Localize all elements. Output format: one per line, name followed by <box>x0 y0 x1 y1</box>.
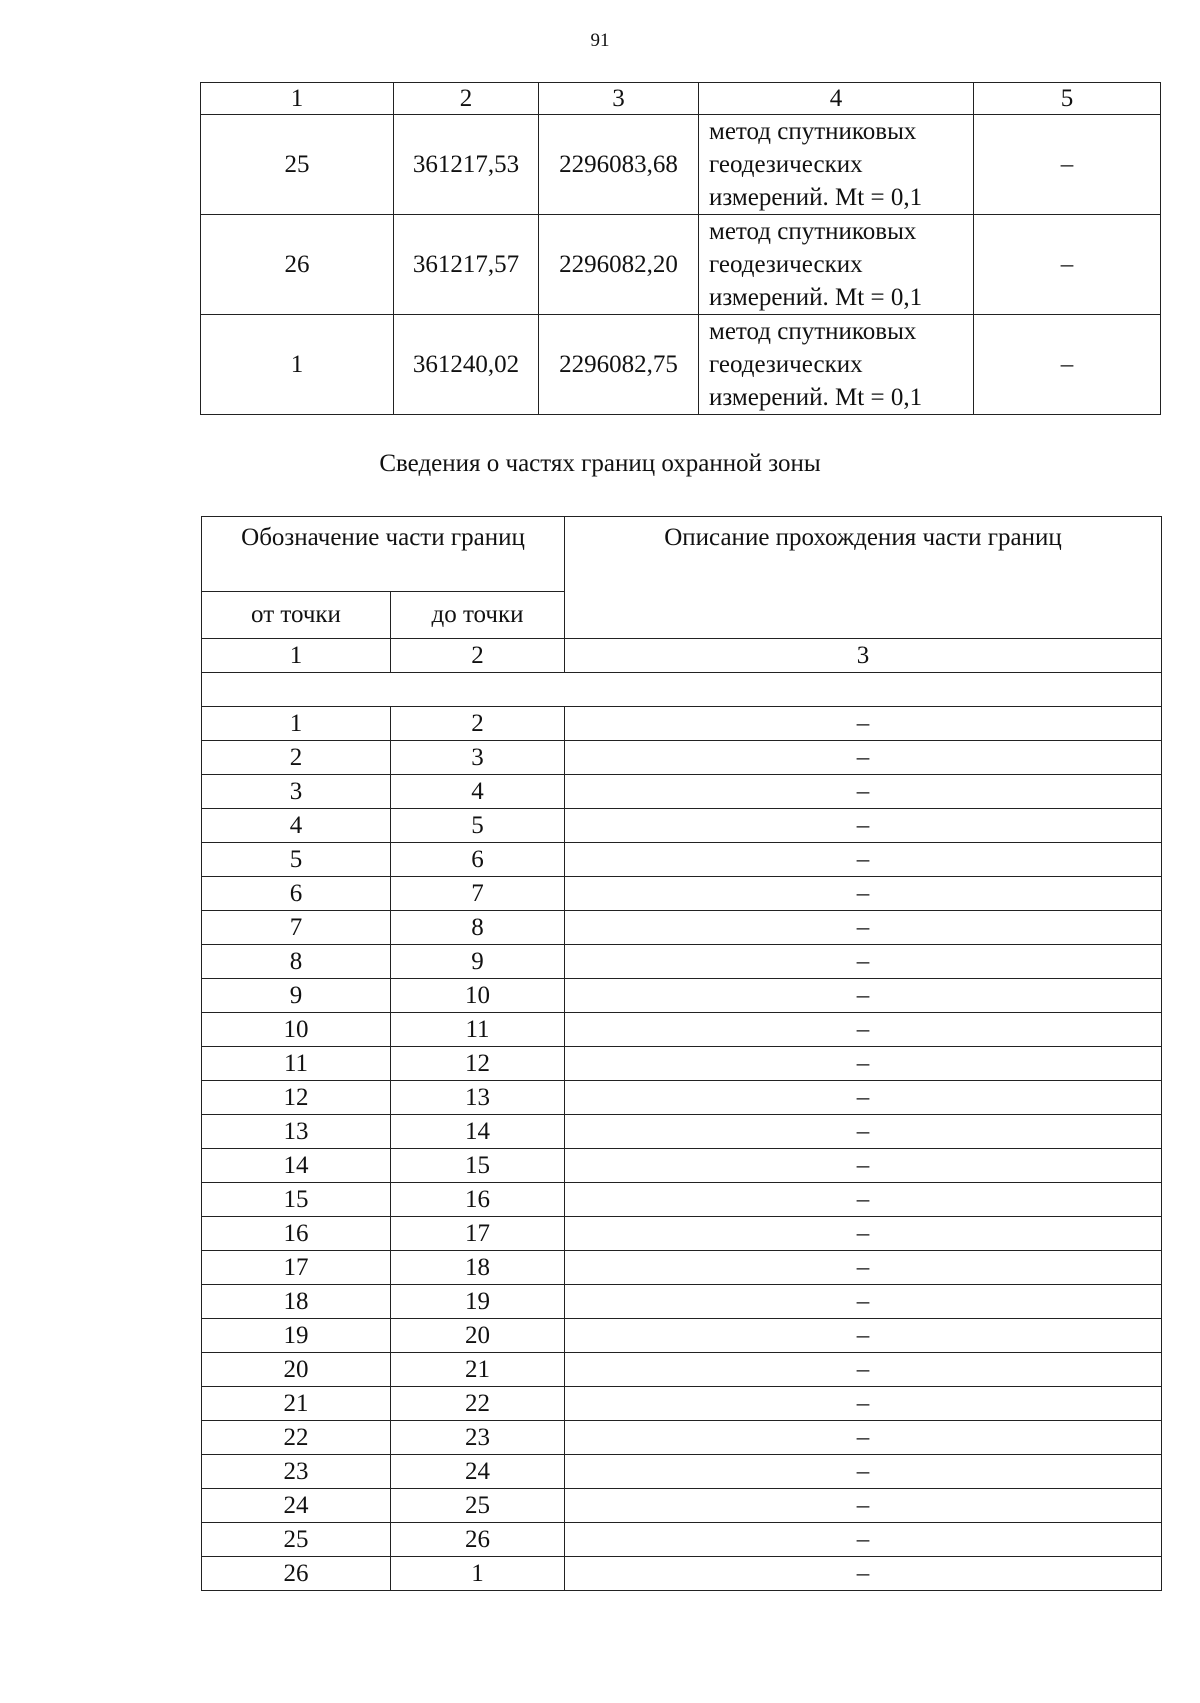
to-point-cell: 4 <box>391 775 565 809</box>
description-cell: – <box>565 1523 1162 1557</box>
to-point-cell: 10 <box>391 979 565 1013</box>
description-cell: – <box>565 1251 1162 1285</box>
note-cell: – <box>974 215 1161 315</box>
table-row <box>202 707 1162 741</box>
method-line: геодезических <box>709 151 863 178</box>
to-point-cell: 12 <box>391 1047 565 1081</box>
method-cell <box>699 215 974 315</box>
table-row <box>202 843 1162 877</box>
from-point-cell: 26 <box>202 1557 391 1591</box>
description-cell: – <box>565 809 1162 843</box>
table-row <box>202 1523 1162 1557</box>
to-point-cell: 13 <box>391 1081 565 1115</box>
header-description: Описание прохождения части границ <box>565 517 1162 639</box>
from-point-cell: 15 <box>202 1183 391 1217</box>
from-point-cell: 14 <box>202 1149 391 1183</box>
description-cell: – <box>565 1455 1162 1489</box>
y-coordinate-cell: 2296083,68 <box>539 115 699 215</box>
table-row <box>202 1557 1162 1591</box>
boundary-parts-table <box>201 516 1162 1591</box>
to-point-cell: 17 <box>391 1217 565 1251</box>
from-point-cell: 21 <box>202 1387 391 1421</box>
to-point-cell: 3 <box>391 741 565 775</box>
from-point-cell: 8 <box>202 945 391 979</box>
table-row <box>202 945 1162 979</box>
from-point-cell: 11 <box>202 1047 391 1081</box>
column-number: 4 <box>699 83 974 115</box>
from-point-cell: 5 <box>202 843 391 877</box>
coordinates-row <box>201 215 1161 315</box>
column-number: 1 <box>202 639 391 673</box>
to-point-cell: 23 <box>391 1421 565 1455</box>
to-point-cell: 6 <box>391 843 565 877</box>
table-row <box>202 1455 1162 1489</box>
method-line: метод спутниковых <box>709 318 917 345</box>
table-row <box>202 1115 1162 1149</box>
to-point-cell: 2 <box>391 707 565 741</box>
description-cell: – <box>565 1047 1162 1081</box>
to-point-cell: 5 <box>391 809 565 843</box>
from-point-cell: 4 <box>202 809 391 843</box>
description-cell: – <box>565 1421 1162 1455</box>
x-coordinate-cell: 361217,57 <box>394 215 539 315</box>
table-row <box>202 1047 1162 1081</box>
description-cell: – <box>565 979 1162 1013</box>
from-point-cell: 13 <box>202 1115 391 1149</box>
page-number: 91 <box>590 30 610 51</box>
note-cell: – <box>974 315 1161 415</box>
from-point-cell: 7 <box>202 911 391 945</box>
table-row <box>202 1013 1162 1047</box>
table-row <box>202 1149 1162 1183</box>
from-point-cell: 22 <box>202 1421 391 1455</box>
description-cell: – <box>565 741 1162 775</box>
from-point-cell: 10 <box>202 1013 391 1047</box>
description-cell: – <box>565 1013 1162 1047</box>
description-cell: – <box>565 1149 1162 1183</box>
to-point-cell: 25 <box>391 1489 565 1523</box>
header-designation: Обозначение части границ <box>202 517 565 592</box>
table-row <box>202 1353 1162 1387</box>
description-cell: – <box>565 1285 1162 1319</box>
table-row <box>202 1251 1162 1285</box>
description-cell: – <box>565 1489 1162 1523</box>
from-point-cell: 23 <box>202 1455 391 1489</box>
table-row <box>202 979 1162 1013</box>
to-point-cell: 21 <box>391 1353 565 1387</box>
table-row <box>202 1285 1162 1319</box>
from-point-cell: 2 <box>202 741 391 775</box>
table-row <box>202 1217 1162 1251</box>
column-number: 2 <box>394 83 539 115</box>
from-point-cell: 16 <box>202 1217 391 1251</box>
x-coordinate-cell: 361240,02 <box>394 315 539 415</box>
method-line: измерений. Mt = 0,1 <box>709 284 923 311</box>
from-point-cell: 24 <box>202 1489 391 1523</box>
section-heading: Сведения о частях границ охранной зоны <box>379 450 821 477</box>
note-cell: – <box>974 115 1161 215</box>
empty-row <box>202 673 1162 707</box>
to-point-cell: 19 <box>391 1285 565 1319</box>
x-coordinate-cell: 361217,53 <box>394 115 539 215</box>
from-point-cell: 1 <box>202 707 391 741</box>
method-line: геодезических <box>709 351 863 378</box>
method-line: метод спутниковых <box>709 118 917 145</box>
table-row <box>202 911 1162 945</box>
method-line: метод спутниковых <box>709 218 917 245</box>
table-row <box>202 1081 1162 1115</box>
parts-column-numbers-row <box>202 639 1162 673</box>
to-point-cell: 26 <box>391 1523 565 1557</box>
description-cell: – <box>565 1353 1162 1387</box>
from-point-cell: 3 <box>202 775 391 809</box>
description-cell: – <box>565 911 1162 945</box>
description-cell: – <box>565 1557 1162 1591</box>
empty-cell <box>202 673 1162 707</box>
method-line: измерений. Mt = 0,1 <box>709 184 923 211</box>
to-point-cell: 18 <box>391 1251 565 1285</box>
description-cell: – <box>565 945 1162 979</box>
to-point-cell: 9 <box>391 945 565 979</box>
table-row <box>202 1421 1162 1455</box>
point-number-cell: 25 <box>201 115 394 215</box>
description-cell: – <box>565 707 1162 741</box>
to-point-cell: 7 <box>391 877 565 911</box>
table-row <box>202 1489 1162 1523</box>
description-cell: – <box>565 775 1162 809</box>
method-cell <box>699 115 974 215</box>
point-number-cell: 1 <box>201 315 394 415</box>
from-point-cell: 12 <box>202 1081 391 1115</box>
description-cell: – <box>565 1319 1162 1353</box>
from-point-cell: 9 <box>202 979 391 1013</box>
column-number: 3 <box>565 639 1162 673</box>
column-number: 1 <box>201 83 394 115</box>
table-row <box>202 741 1162 775</box>
from-point-cell: 25 <box>202 1523 391 1557</box>
header-from-point: от точки <box>202 592 391 639</box>
method-line: измерений. Mt = 0,1 <box>709 384 923 411</box>
y-coordinate-cell: 2296082,75 <box>539 315 699 415</box>
to-point-cell: 22 <box>391 1387 565 1421</box>
coordinates-row <box>201 315 1161 415</box>
description-cell: – <box>565 843 1162 877</box>
to-point-cell: 11 <box>391 1013 565 1047</box>
from-point-cell: 20 <box>202 1353 391 1387</box>
from-point-cell: 19 <box>202 1319 391 1353</box>
table-row <box>202 809 1162 843</box>
to-point-cell: 20 <box>391 1319 565 1353</box>
to-point-cell: 14 <box>391 1115 565 1149</box>
to-point-cell: 1 <box>391 1557 565 1591</box>
column-number: 3 <box>539 83 699 115</box>
point-number-cell: 26 <box>201 215 394 315</box>
description-cell: – <box>565 1081 1162 1115</box>
to-point-cell: 24 <box>391 1455 565 1489</box>
from-point-cell: 6 <box>202 877 391 911</box>
coordinates-table <box>200 82 1161 415</box>
y-coordinate-cell: 2296082,20 <box>539 215 699 315</box>
column-number: 2 <box>391 639 565 673</box>
from-point-cell: 18 <box>202 1285 391 1319</box>
description-cell: – <box>565 877 1162 911</box>
to-point-cell: 16 <box>391 1183 565 1217</box>
column-number: 5 <box>974 83 1161 115</box>
description-cell: – <box>565 1183 1162 1217</box>
to-point-cell: 8 <box>391 911 565 945</box>
table-row <box>202 1183 1162 1217</box>
method-line: геодезических <box>709 251 863 278</box>
description-cell: – <box>565 1387 1162 1421</box>
header-to-point: до точки <box>391 592 565 639</box>
table-row <box>202 877 1162 911</box>
parts-header-row <box>202 517 1162 592</box>
table-row <box>202 775 1162 809</box>
method-cell <box>699 315 974 415</box>
table-row <box>202 1387 1162 1421</box>
from-point-cell: 17 <box>202 1251 391 1285</box>
to-point-cell: 15 <box>391 1149 565 1183</box>
table-row <box>202 1319 1162 1353</box>
coordinates-header-row <box>201 83 1161 115</box>
description-cell: – <box>565 1115 1162 1149</box>
description-cell: – <box>565 1217 1162 1251</box>
coordinates-row <box>201 115 1161 215</box>
